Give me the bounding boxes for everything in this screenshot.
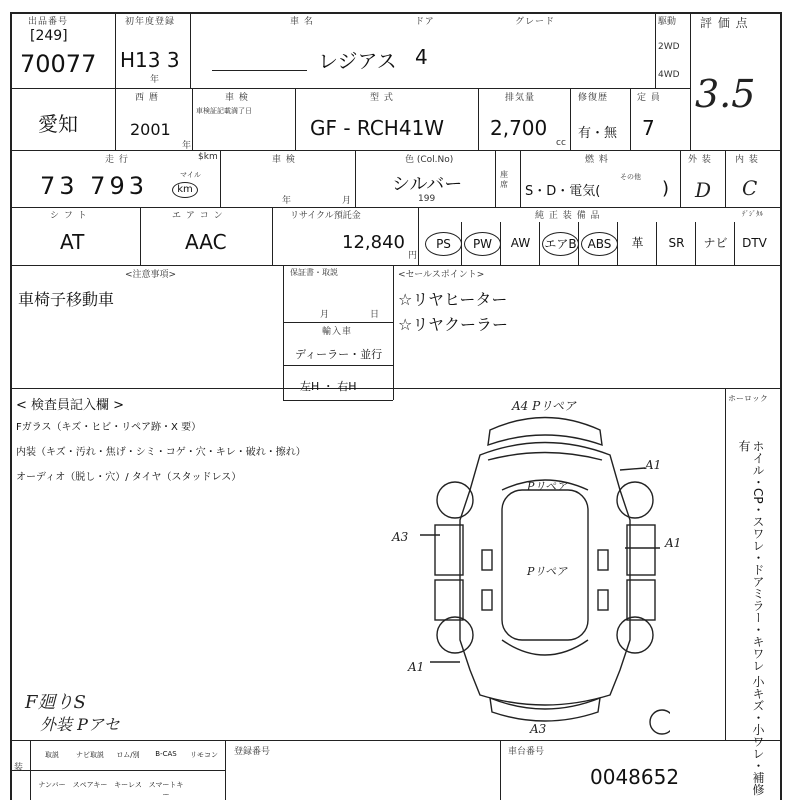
row-sep bbox=[283, 365, 393, 366]
damage-left: A3 bbox=[392, 530, 409, 544]
footer-item: ナンバー bbox=[38, 781, 66, 789]
first-reg-year-mark: 年 bbox=[150, 75, 161, 85]
int-label: 内 装 bbox=[735, 155, 759, 165]
footer-item: B-CAS bbox=[155, 750, 177, 758]
fuel-other: その他 bbox=[620, 173, 641, 181]
lot-label: 出品番号 bbox=[28, 17, 69, 27]
col-sep bbox=[30, 740, 31, 800]
seat-side: 座席 bbox=[500, 170, 508, 189]
col-sep bbox=[355, 150, 356, 207]
lot-bracket: [249] bbox=[30, 28, 68, 44]
col-sep bbox=[478, 88, 479, 150]
audio-note: オーディオ（脱し・穴）/ タイヤ（スタッドレス） bbox=[16, 472, 242, 483]
mileage-label: 走 行 bbox=[105, 155, 129, 165]
yen: 円 bbox=[408, 251, 418, 261]
col-sep bbox=[190, 12, 191, 88]
col-sep bbox=[283, 265, 284, 400]
shift-label: シ フ ト bbox=[50, 211, 88, 221]
name-underline bbox=[212, 70, 307, 71]
model-year-label: 西 暦 bbox=[135, 93, 159, 103]
row-sep-1 bbox=[10, 88, 690, 89]
footer-item: 取説 bbox=[45, 751, 59, 759]
col-sep bbox=[418, 207, 419, 265]
displacement-label: 排気量 bbox=[505, 93, 536, 103]
damage-rear-left: A1 bbox=[408, 660, 425, 674]
right-column-notes: ホイル・CP・スワレ・ドアミラー・キワレ 小キズ・小ワレ・補修有 bbox=[737, 440, 765, 796]
equipment-item: DTV bbox=[742, 236, 767, 250]
drive-4wd: 4WD bbox=[658, 70, 680, 80]
equipment-item: PW bbox=[464, 232, 501, 256]
dealer: ディーラー・並行 bbox=[295, 348, 383, 361]
col-sep bbox=[655, 12, 656, 88]
equipment-divider bbox=[734, 222, 735, 265]
steering: 左H ・ 右H bbox=[300, 380, 357, 393]
row-sep bbox=[10, 770, 225, 771]
row-sep-3 bbox=[10, 207, 780, 208]
equipment-divider bbox=[578, 222, 579, 265]
car-name: レジアス bbox=[318, 49, 397, 73]
recycle: 12,840 bbox=[342, 232, 405, 253]
damage-roof: Pリペア bbox=[527, 565, 568, 578]
equipment-item: ナビ bbox=[703, 236, 728, 250]
drive-2wd: 2WD bbox=[658, 42, 680, 52]
equipment-item: エアB bbox=[542, 232, 579, 256]
interior-note: 内装（キズ・汚れ・焦げ・シミ・コゲ・穴・キレ・破れ・擦れ） bbox=[16, 447, 306, 458]
row-sep-4 bbox=[10, 265, 780, 266]
col-sep bbox=[725, 150, 726, 207]
history-label: 修復歴 bbox=[578, 93, 609, 103]
footer-label: 装 bbox=[14, 763, 25, 773]
door-label: ドア bbox=[415, 17, 435, 27]
model-code: GF - RCH41W bbox=[310, 116, 445, 140]
col-sep bbox=[220, 150, 221, 207]
fuel-options: S・D・電気( bbox=[525, 184, 601, 199]
handwritten-note-1: F廻りS bbox=[25, 692, 86, 713]
handwritten-note-2: 外装 Pアセ bbox=[40, 715, 120, 734]
color-label: 色 (Col.No) bbox=[405, 155, 454, 165]
shift: AT bbox=[60, 230, 85, 254]
mileage: 73 793 bbox=[40, 172, 148, 200]
equip-label: 純 正 装 備 品 bbox=[535, 211, 601, 221]
equipment-divider bbox=[617, 222, 618, 265]
border-right bbox=[780, 12, 782, 800]
ext-label: 外 装 bbox=[688, 155, 712, 165]
capacity-label: 定 員 bbox=[637, 93, 661, 103]
damage-hood: Pリペア bbox=[527, 480, 568, 493]
equipment-item: PS bbox=[425, 232, 462, 256]
fuel-label: 燃 料 bbox=[585, 155, 609, 165]
equipment-item: 革 bbox=[631, 236, 644, 250]
equipment-divider bbox=[695, 222, 696, 265]
recycle-label: リサイクル預託金 bbox=[290, 211, 361, 221]
import-label: 輸入車 bbox=[322, 327, 353, 337]
mileage-unit-label: $km bbox=[198, 152, 218, 162]
inspection-note: 車検証記載満了日 bbox=[196, 107, 252, 115]
damage-front-right: A1 bbox=[645, 458, 662, 472]
prefecture: 愛知 bbox=[38, 112, 78, 136]
shaken-label: 車 検 bbox=[272, 155, 296, 165]
score-label: 評 価 点 bbox=[700, 16, 749, 30]
mileage-mile: マイル bbox=[180, 171, 201, 179]
chassis-label: 車台番号 bbox=[508, 747, 545, 757]
col-sep bbox=[500, 740, 501, 800]
tv-label: ﾃﾞｼﾞﾀﾙ bbox=[742, 210, 763, 218]
grade-label: グレード bbox=[515, 17, 556, 27]
equipment-item: AW bbox=[510, 236, 531, 250]
shaken-month: 月 bbox=[342, 196, 352, 206]
displacement: 2,700 bbox=[490, 116, 548, 140]
col-sep bbox=[192, 88, 193, 150]
sales-point-1: ☆リヤヒーター bbox=[398, 290, 508, 309]
chassis-number: 0048652 bbox=[590, 765, 680, 789]
equipment-divider bbox=[461, 222, 462, 265]
col-sep bbox=[140, 207, 141, 265]
inspection-title: < 検査員記入欄 > bbox=[16, 398, 125, 413]
row-sep-5 bbox=[10, 388, 780, 389]
blow-label: ホーロック bbox=[728, 394, 768, 403]
ac-label: エ ア コ ン bbox=[172, 211, 224, 221]
row-sep bbox=[283, 322, 393, 323]
month-label: 月 bbox=[320, 310, 330, 320]
footer-item: リモコン bbox=[190, 751, 218, 759]
reg-label: 登録番号 bbox=[234, 747, 271, 757]
row-sep-6 bbox=[10, 740, 780, 741]
col-sep bbox=[272, 207, 273, 265]
car-name-label: 車 名 bbox=[290, 17, 314, 27]
footer-item: キーレス bbox=[114, 781, 142, 789]
inspection-label: 車 検 bbox=[225, 93, 249, 103]
row-sep-2 bbox=[10, 150, 780, 151]
col-sep bbox=[393, 265, 394, 400]
caution-text: 車椅子移動車 bbox=[18, 290, 115, 309]
color-code: 199 bbox=[418, 194, 436, 204]
type-label: 型 式 bbox=[370, 93, 394, 103]
equipment-item: SR bbox=[668, 236, 685, 250]
damage-front: A4 Pリペア bbox=[512, 399, 576, 413]
sales-label: <セールスポイント> bbox=[398, 270, 485, 280]
ac: AAC bbox=[185, 230, 227, 254]
footer-item: ナビ取説 bbox=[76, 751, 104, 759]
day-label: 日 bbox=[370, 310, 380, 320]
score: 3.5 bbox=[695, 72, 756, 116]
damage-rear: A3 bbox=[530, 722, 547, 736]
shaken-year: 年 bbox=[282, 196, 292, 206]
sales-point-2: ☆リヤクーラー bbox=[398, 315, 509, 334]
int-grade: C bbox=[742, 176, 758, 200]
col-sep bbox=[495, 150, 496, 207]
col-sep bbox=[725, 388, 726, 740]
equipment-divider bbox=[656, 222, 657, 265]
col-sep bbox=[295, 88, 296, 150]
model-year: 2001 bbox=[130, 120, 171, 139]
col-sep bbox=[680, 150, 681, 207]
equipment-divider bbox=[539, 222, 540, 265]
lot-number: 70077 bbox=[20, 50, 97, 78]
drive-label: 駆動 bbox=[658, 17, 677, 27]
caution-label: <注意事項> bbox=[125, 270, 177, 280]
warranty-label: 保証書・取説 bbox=[290, 268, 338, 277]
capacity: 7 bbox=[642, 116, 655, 140]
border-left bbox=[10, 12, 12, 800]
history-value: 有・無 bbox=[578, 126, 618, 141]
damage-right: A1 bbox=[665, 536, 682, 550]
fuel-close: ) bbox=[662, 178, 670, 199]
first-reg-label: 初年度登録 bbox=[125, 17, 176, 27]
col-sep bbox=[690, 12, 691, 150]
footer-item: ロム/別 bbox=[116, 751, 140, 759]
first-reg: H13 3 bbox=[120, 48, 180, 72]
footer-item: スペアキー bbox=[72, 781, 108, 789]
glass-note: Fガラス（キズ・ヒビ・リペア跡・X 要） bbox=[16, 422, 202, 433]
cc-unit: cc bbox=[556, 138, 566, 148]
equipment-item: ABS bbox=[581, 232, 618, 256]
color: シルバー bbox=[392, 174, 463, 195]
col-sep bbox=[115, 12, 116, 88]
col-sep bbox=[630, 88, 631, 150]
col-sep bbox=[520, 150, 521, 207]
col-sep bbox=[115, 88, 116, 150]
row-sep bbox=[283, 400, 393, 401]
mileage-unit-km: km bbox=[172, 182, 198, 198]
equipment-divider bbox=[500, 222, 501, 265]
ext-grade: D bbox=[695, 178, 712, 202]
year-unit: 年 bbox=[182, 141, 192, 151]
footer-item: スマートキー bbox=[148, 781, 184, 799]
door-count: 4 bbox=[415, 45, 428, 69]
col-sep bbox=[225, 740, 226, 800]
col-sep bbox=[570, 88, 571, 150]
